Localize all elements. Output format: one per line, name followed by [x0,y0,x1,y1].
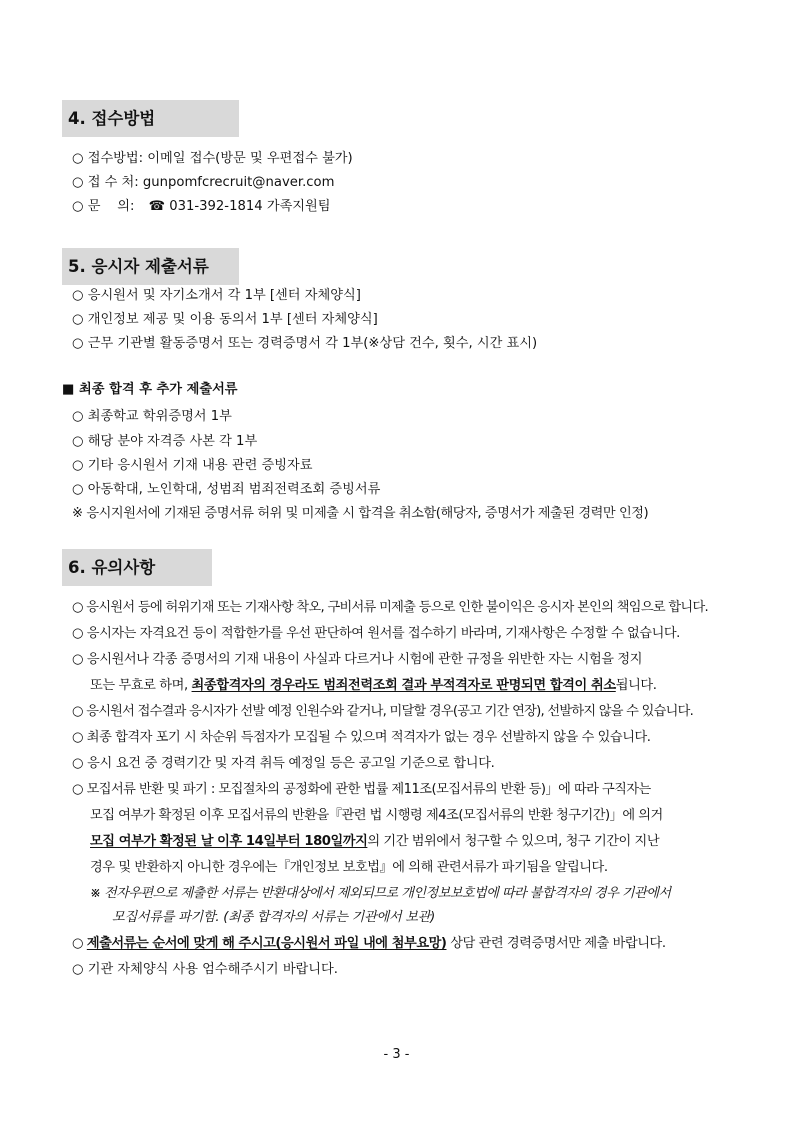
s6-line-3: ○ 응시원서나 각종 증명서의 기재 내용이 사실과 다르거나 시험에 관한 규정을 위반한 자는 시험을 정지 [72,652,643,667]
s6-line-2: ○ 응시자는 자격요건 등이 적합한가를 우선 판단하여 원서를 접수하기 바라며, 기재사항은 수정할 수 없습니다. [72,626,680,641]
s6-line-1: ○ 응시원서 등에 허위기재 또는 기재사항 착오, 구비서류 미제출 등으로 인한 불이익은 응시자 본인의 책임으로 합니다. [72,600,709,615]
s4-contact-label: ○ 문 의: [72,199,135,214]
s6-line-14-tail: 상담 관련 경력증명서만 제출 바랍니다. [446,936,666,951]
s6-cancellation-warning: 최종합격자의 경우라도 범죄전력조회 결과 부적격자로 판명되면 합격이 취소 [191,678,616,693]
s6-note-2: 모집서류를 파기함. (최종 합격자의 서류는 기관에서 보관) [112,910,436,925]
s6-return-period: 모집 여부가 확정된 날 이후 14일부터 180일까지 [90,834,368,849]
s5-item-2: ○ 개인정보 제공 및 이용 동의서 1부 [센터 자체양식] [72,312,378,327]
s5-sub-title: ■ 최종 합격 후 추가 제출서류 [62,382,238,397]
s4-contact-value: ☎ 031-392-1814 가족지원팀 [148,199,331,214]
s6-line-7: ○ 응시 요건 중 경력기간 및 자격 취득 예정일 등은 공고일 기준으로 합니다. [72,756,495,771]
s6-line-8: ○ 모집서류 반환 및 파기 : 모집절차의 공정화에 관한 법률 제11조(모집서류의 반환 등)」에 따라 구직자는 [72,782,651,797]
s5-sub-item-3: ○ 기타 응시원서 기재 내용 관련 증빙자료 [72,458,313,473]
section-4-heading: 4. 접수방법 [62,100,239,137]
s6-line-9: 모집 여부가 확정된 이후 모집서류의 반환을『관련 법 시행령 제4조(모집서류의 반환 청구기간)」에 의거 [90,808,663,823]
s4-line-3 [72,198,331,216]
s6-line-4 [90,677,657,695]
s6-line-14-bullet: ○ [72,936,87,951]
s5-item-1: ○ 응시원서 및 자기소개서 각 1부 [센터 자체양식] [72,288,361,303]
s6-line-4-text: 또는 무효로 하며, [90,678,192,693]
s5-sub-item-1: ○ 최종학교 학위증명서 1부 [72,409,232,424]
s5-item-3: ○ 근무 기관별 활동증명서 또는 경력증명서 각 1부(※상담 건수, 횟수, 시간 표시) [72,336,538,351]
s4-line-2: ○ 접 수 처: gunpomfcrecruit@naver.com [72,175,335,190]
s6-line-11: 경우 및 반환하지 아니한 경우에는『개인정보 보호법』에 의해 관련서류가 파기됨을 알립니다. [90,860,608,875]
s6-submission-order: 제출서류는 순서에 맞게 해 주시고(응시원서 파일 내에 첨부요망) [86,936,447,951]
s6-note-1: ※ 전자우편으로 제출한 서류는 반환대상에서 제외되므로 개인정보보호법에 따라 불합격자의 경우 기관에서 [90,886,671,901]
s6-line-5: ○ 응시원서 접수결과 응시자가 선발 예정 인원수와 같거나, 미달할 경우(공고 기간 연장), 선발하지 않을 수 있습니다. [72,704,694,719]
s6-line-10 [90,833,659,851]
s6-line-15: ○ 기관 자체양식 사용 엄수해주시기 바랍니다. [72,962,338,977]
s5-sub-item-2: ○ 해당 분야 자격증 사본 각 1부 [72,434,258,449]
s6-line-6: ○ 최종 합격자 포기 시 차순위 득점자가 모집될 수 있으며 적격자가 없는 경우 선발하지 않을 수 있습니다. [72,730,651,745]
s6-line-14 [72,935,666,953]
s5-sub-item-note: ※ 응시지원서에 기재된 증명서류 허위 및 미제출 시 합격을 취소함(해당자, 증명서가 제출된 경력만 인정) [72,506,649,521]
section-5-heading: 5. 응시자 제출서류 [62,248,239,285]
page-number: - 3 - [383,1047,410,1062]
s4-line-1: ○ 접수방법: 이메일 접수(방문 및 우편접수 불가) [72,151,353,166]
s6-line-4-tail: 됩니다. [615,678,657,693]
section-6-heading: 6. 유의사항 [62,549,212,586]
s5-sub-item-4: ○ 아동학대, 노인학대, 성범죄 범죄전력조회 증빙서류 [72,482,381,497]
s6-line-10-tail: 의 기간 범위에서 청구할 수 있으며, 청구 기간이 지난 [367,834,660,849]
